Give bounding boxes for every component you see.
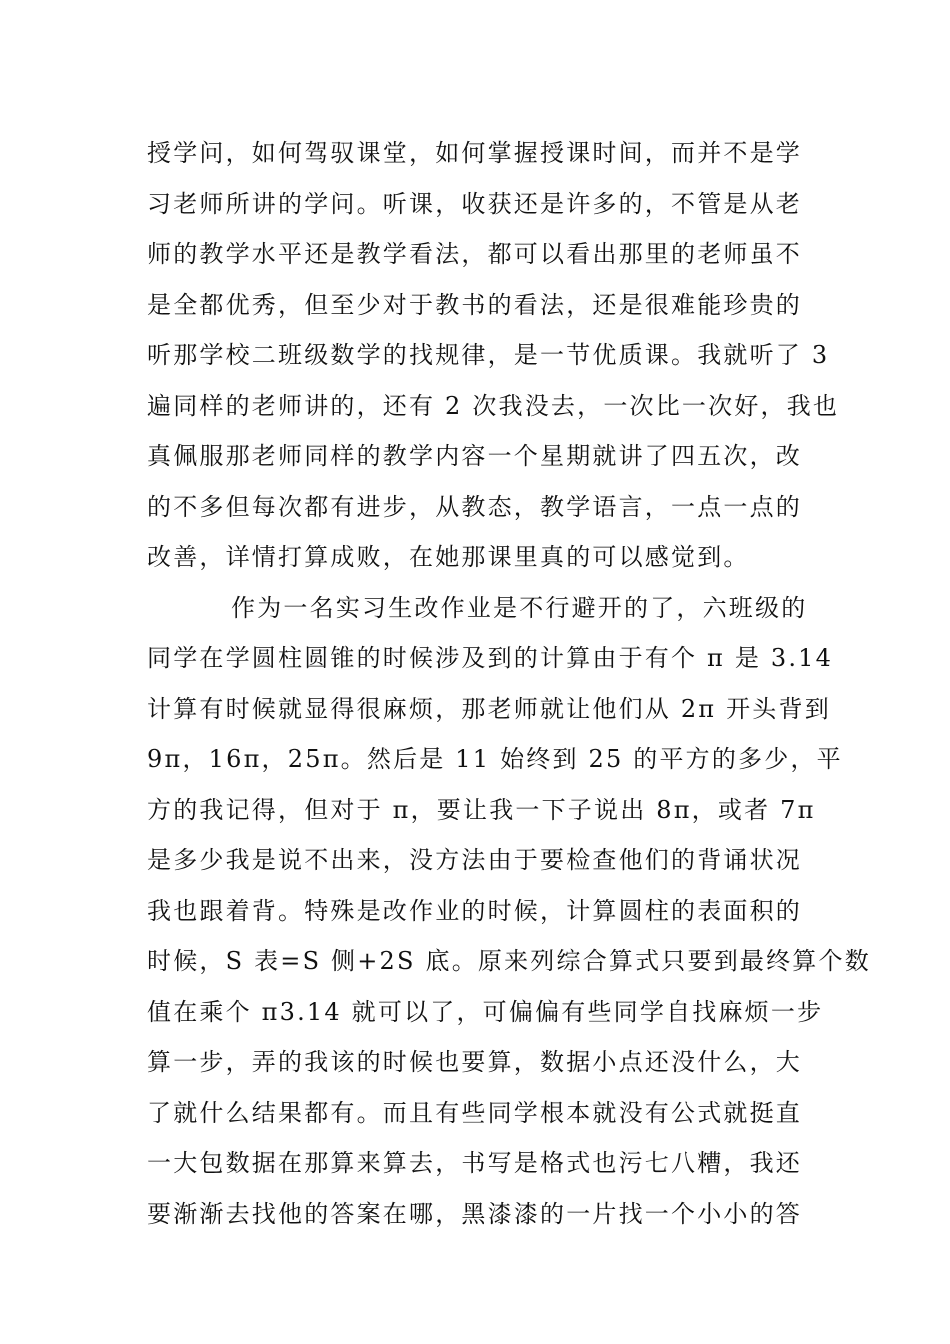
paragraph-first-line: 作为一名实习生改作业是不行避开的了，六班级的 [231, 593, 808, 622]
text-line: 一大包数据在那算来算去，书写是格式也污七八糟，我还 [147, 1149, 802, 1177]
text-line: 授学问，如何驾驭课堂，如何掌握授课时间，而并不是学 [147, 139, 802, 167]
text-line: 改善，详情打算成败，在她那课里真的可以感觉到。 [147, 543, 750, 571]
text-line: 要渐渐去找他的答案在哪，黑漆漆的一片找一个小小的答 [147, 1199, 802, 1228]
text-line: 算一步，弄的我该的时候也要算，数据小点还没什么，大 [147, 1048, 802, 1076]
text-line: 师的教学水平还是教学看法，都可以看出那里的老师虽不 [147, 240, 802, 268]
text-line: 计算有时候就显得很麻烦，那老师就让他们从 2π 开头背到 [147, 694, 831, 723]
text-line: 是全都优秀，但至少对于教书的看法，还是很难能珍贵的 [147, 290, 802, 319]
text-line: 9π，16π，25π。然后是 11 始终到 25 的平方的多少，平 [147, 745, 843, 773]
text-line: 习老师所讲的学问。听课，收获还是许多的，不管是从老 [147, 189, 802, 218]
text-line: 方的我记得，但对于 π，要让我一下子说出 8π，或者 7π [147, 795, 816, 824]
text-line: 了就什么结果都有。而且有些同学根本就没有公式就挺直 [147, 1098, 802, 1127]
text-line: 真佩服那老师同样的教学内容一个星期就讲了四五次，改 [147, 442, 802, 470]
text-line: 听那学校二班级数学的找规律，是一节优质课。我就听了 3 [147, 341, 830, 369]
text-line: 值在乘个 π3.14 就可以了，可偏偏有些同学自找麻烦一步 [147, 997, 824, 1026]
text-line: 我也跟着背。特殊是改作业的时候，计算圆柱的表面积的 [147, 896, 802, 925]
text-line: 同学在学圆柱圆锥的时候涉及到的计算由于有个 π 是 3.14 [147, 644, 834, 672]
text-line: 是多少我是说不出来，没方法由于要检查他们的背诵状况 [147, 846, 802, 874]
text-line: 时候，S 表=S 侧+2S 底。原来列综合算式只要到最终算个数 [147, 947, 871, 975]
text-line: 遍同样的老师讲的，还有 2 次我没去，一次比一次好，我也 [147, 391, 840, 420]
text-line: 的不多但每次都有进步，从教态，教学语言，一点一点的 [147, 492, 802, 521]
body-text [147, 128, 871, 1239]
